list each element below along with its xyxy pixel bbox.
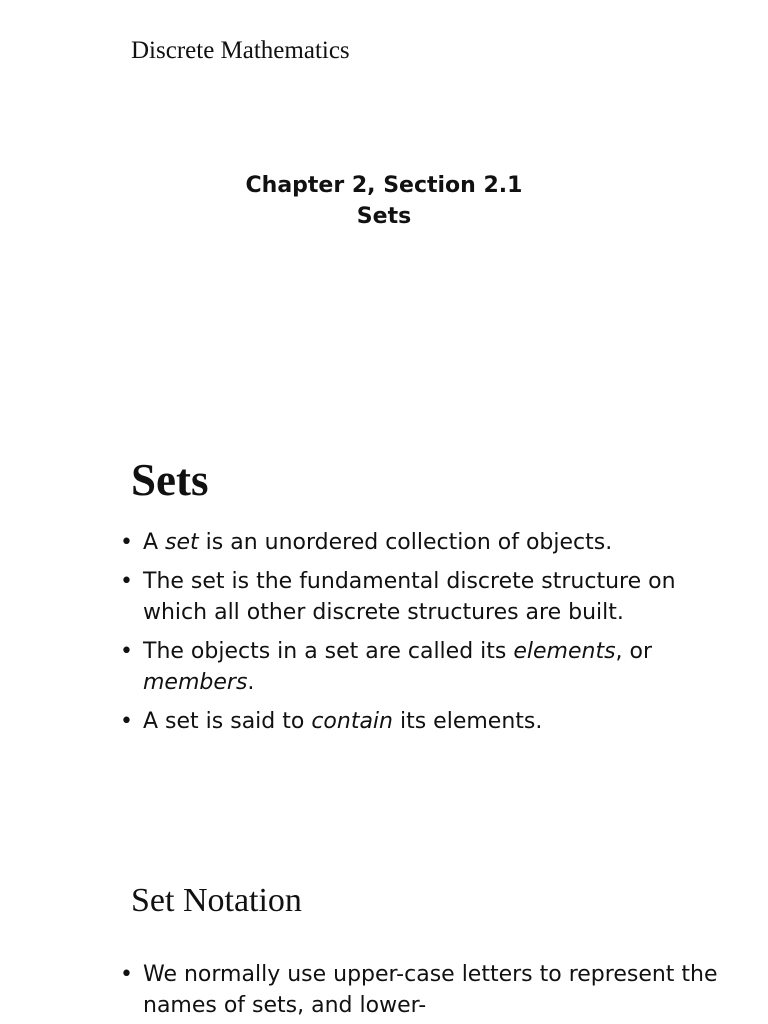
set-notation-heading: Set Notation — [131, 882, 302, 919]
list-item — [117, 636, 677, 698]
list-item — [117, 527, 677, 558]
notation-bullet-list — [117, 959, 737, 1024]
sets-heading: Sets — [131, 455, 209, 505]
text: . — [247, 670, 255, 695]
text: We normally use upper-case letters to represent the names of sets, and lower- — [143, 962, 718, 1018]
list-item — [117, 706, 677, 737]
sets-bullet-list — [117, 527, 677, 745]
emphasis-set: set — [165, 530, 199, 555]
text: is an unordered collection of objects. — [198, 530, 613, 555]
text: The set is the fundamental discrete structure on which all other discrete structures are built. — [143, 569, 676, 625]
chapter-title: Chapter 2, Section 2.1 — [245, 173, 523, 198]
text: A set is said to — [143, 709, 312, 734]
text: A — [143, 530, 166, 555]
text: its elements. — [393, 709, 543, 734]
text: , or — [615, 639, 653, 664]
list-item — [117, 566, 677, 628]
course-title: Discrete Mathematics — [131, 37, 350, 64]
chapter-title-block — [0, 170, 768, 232]
emphasis-elements: elements — [513, 639, 616, 664]
chapter-subtitle: Sets — [356, 204, 412, 229]
list-item — [117, 959, 737, 1021]
emphasis-members: members — [143, 670, 248, 695]
text: The objects in a set are called its — [143, 639, 514, 664]
emphasis-contain: contain — [311, 709, 393, 734]
